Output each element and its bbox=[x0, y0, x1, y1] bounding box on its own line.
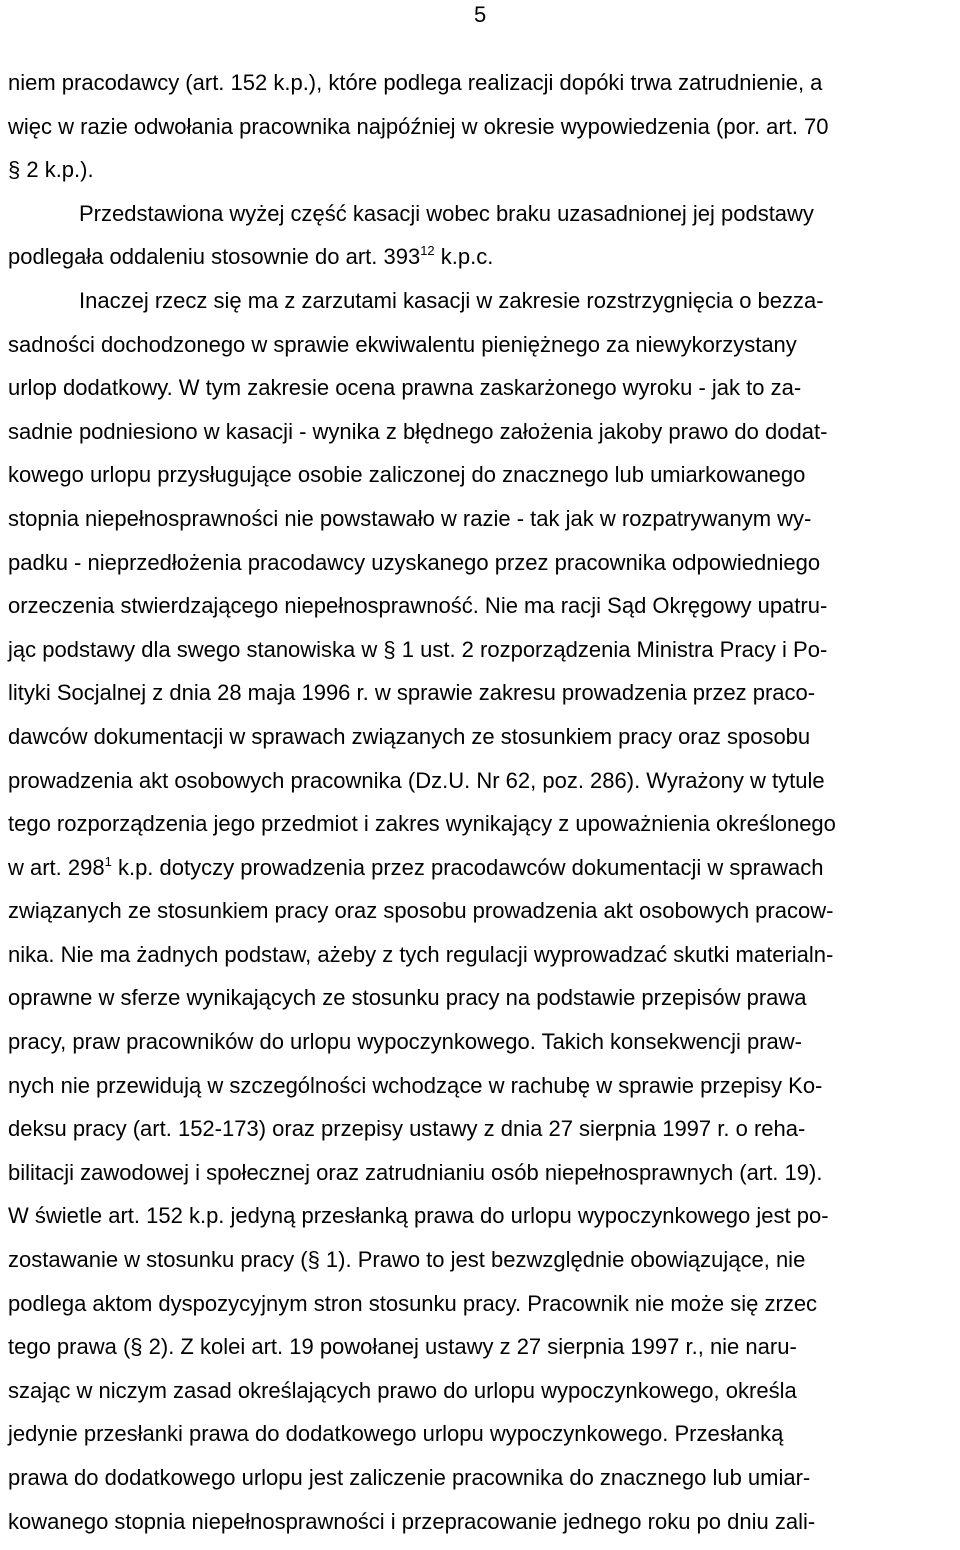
text-line bbox=[0, 242, 960, 286]
text-line-content: zostawanie w stosunku pracy (§ 1). Prawo to jest bezwzględnie obowiązujące, nie bbox=[8, 1247, 806, 1273]
text-line bbox=[0, 1114, 960, 1158]
text-line bbox=[0, 1463, 960, 1507]
text-line bbox=[0, 330, 960, 374]
text-line-content: urlop dodatkowy. W tym zakresie ocena prawna zaskarżonego wyroku - jak to za- bbox=[8, 375, 802, 401]
text-segment: k.p. dotyczy prowadzenia przez pracodawców dokumentacji w sprawach bbox=[111, 854, 824, 880]
text-line-content: prowadzenia akt osobowych pracownika (Dz.U. Nr 62, poz. 286). Wyrażony w tytule bbox=[8, 767, 825, 793]
text-line bbox=[0, 766, 960, 810]
text-line-content: sadności dochodzonego w sprawie ekwiwalentu pieniężnego za niewykorzystany bbox=[8, 331, 797, 357]
text-line-content: prawa do dodatkowego urlopu jest zaliczenie pracownika do znacznego lub umiar- bbox=[8, 1465, 811, 1490]
text-line-content: tego prawa (§ 2). Z kolei art. 19 powołanej ustawy z 27 sierpnia 1997 r., nie naru- bbox=[8, 1334, 797, 1360]
superscript: 12 bbox=[420, 243, 435, 259]
text-line bbox=[0, 1245, 960, 1289]
text-line bbox=[0, 286, 960, 330]
text-line-content: szając w niczym zasad określających prawo do urlopu wypoczynkowego, określa bbox=[8, 1377, 797, 1403]
text-line bbox=[0, 155, 960, 199]
text-line-content: padku - nieprzedłożenia pracodawcy uzyskanego przez pracownika odpowiedniego bbox=[8, 549, 821, 575]
text-line bbox=[0, 548, 960, 592]
text-line bbox=[0, 896, 960, 940]
text-line-content: nika. Nie ma żadnych podstaw, ażeby z tych regulacji wyprowadzać skutki materialn- bbox=[8, 941, 834, 967]
text-line bbox=[0, 722, 960, 766]
text-line bbox=[0, 68, 960, 112]
document-body bbox=[0, 68, 960, 1550]
text-line-content: W świetle art. 152 k.p. jedyną przesłanką prawa do urlopu wypoczynkowego jest po- bbox=[8, 1203, 829, 1229]
text-line bbox=[0, 809, 960, 853]
text-line-content: jedynie przesłanki prawa do dodatkowego urlopu wypoczynkowego. Przesłanką bbox=[8, 1421, 784, 1447]
text-line-content: więc w razie odwołania pracownika najpóźniej w okresie wypowiedzenia (por. art. 70 bbox=[8, 113, 829, 139]
text-line-content: nych nie przewidują w szczególności wchodzące w rachubę w sprawie przepisy Ko- bbox=[8, 1072, 823, 1098]
text-line bbox=[0, 417, 960, 461]
text-line bbox=[0, 112, 960, 156]
text-line bbox=[0, 1027, 960, 1071]
text-line bbox=[0, 635, 960, 679]
text-line-content: dawców dokumentacji w sprawach związanych ze stosunkiem pracy oraz sposobu bbox=[8, 723, 811, 749]
text-line bbox=[0, 678, 960, 722]
text-line bbox=[0, 504, 960, 548]
text-line bbox=[0, 1158, 960, 1202]
text-line bbox=[0, 1201, 960, 1245]
text-line-content: pracy, praw pracowników do urlopu wypoczynkowego. Takich konsekwencji praw- bbox=[8, 1029, 802, 1055]
text-line bbox=[0, 1419, 960, 1463]
superscript: 1 bbox=[104, 853, 112, 869]
text-line-content bbox=[8, 853, 824, 883]
text-line-content: Przedstawiona wyżej część kasacji wobec braku uzasadnionej jej podstawy bbox=[79, 200, 814, 226]
text-line bbox=[0, 591, 960, 635]
text-line-content: orzeczenia stwierdzającego niepełnosprawność. Nie ma racji Sąd Okręgowy upatru- bbox=[8, 593, 828, 619]
text-line bbox=[0, 199, 960, 243]
text-segment: k.p.c. bbox=[434, 244, 494, 270]
text-line bbox=[0, 1071, 960, 1115]
text-line-content: sadnie podniesiono w kasacji - wynika z błędnego założenia jakoby prawo do dodat- bbox=[8, 418, 828, 444]
text-line-content: lityki Socjalnej z dnia 28 maja 1996 r. w sprawie zakresu prowadzenia przez praco- bbox=[8, 680, 816, 706]
text-line-content: Inaczej rzecz się ma z zarzutami kasacji w zakresie rozstrzygnięcia o bezza- bbox=[79, 287, 824, 313]
text-line bbox=[0, 940, 960, 984]
text-line bbox=[0, 853, 960, 897]
text-line-content: bilitacji zawodowej i społecznej oraz zatrudnianiu osób niepełnosprawnych (art. 19). bbox=[8, 1159, 823, 1185]
text-line-content: kowanego stopnia niepełnosprawności i przepracowanie jednego roku po dniu zali- bbox=[8, 1508, 816, 1534]
text-line-content: jąc podstawy dla swego stanowiska w § 1 ust. 2 rozporządzenia Ministra Pracy i Po- bbox=[8, 636, 828, 662]
text-segment: podlegała oddaleniu stosownie do art. 393 bbox=[8, 244, 421, 270]
text-line-content: podlega aktom dyspozycyjnym stron stosunku pracy. Pracownik nie może się zrzec bbox=[8, 1290, 818, 1316]
text-line-content: deksu pracy (art. 152-173) oraz przepisy ustawy z dnia 27 sierpnia 1997 r. o reha- bbox=[8, 1116, 806, 1142]
text-line bbox=[0, 1507, 960, 1550]
text-line bbox=[0, 460, 960, 504]
text-line-content bbox=[8, 242, 493, 272]
text-line bbox=[0, 1376, 960, 1420]
text-line-content: związanych ze stosunkiem pracy oraz sposobu prowadzenia akt osobowych pracow- bbox=[8, 898, 834, 924]
text-line bbox=[0, 373, 960, 417]
text-line bbox=[0, 1289, 960, 1333]
text-line bbox=[0, 1332, 960, 1376]
text-line-content: niem pracodawcy (art. 152 k.p.), które podlega realizacji dopóki trwa zatrudnienie, a bbox=[8, 70, 823, 95]
text-line-content: tego rozporządzenia jego przedmiot i zakres wynikający z upoważnienia określonego bbox=[8, 811, 836, 837]
text-line-content: § 2 k.p.). bbox=[8, 157, 94, 183]
text-line-content: kowego urlopu przysługujące osobie zaliczonej do znacznego lub umiarkowanego bbox=[8, 462, 806, 488]
text-line-content: oprawne w sferze wynikających ze stosunku pracy na podstawie przepisów prawa bbox=[8, 985, 807, 1011]
text-segment: w art. 298 bbox=[8, 854, 105, 880]
text-line bbox=[0, 983, 960, 1027]
page-number: 5 bbox=[474, 2, 487, 27]
text-line-content: stopnia niepełnosprawności nie powstawało w razie - tak jak w rozpatrywanym wy- bbox=[8, 505, 812, 531]
